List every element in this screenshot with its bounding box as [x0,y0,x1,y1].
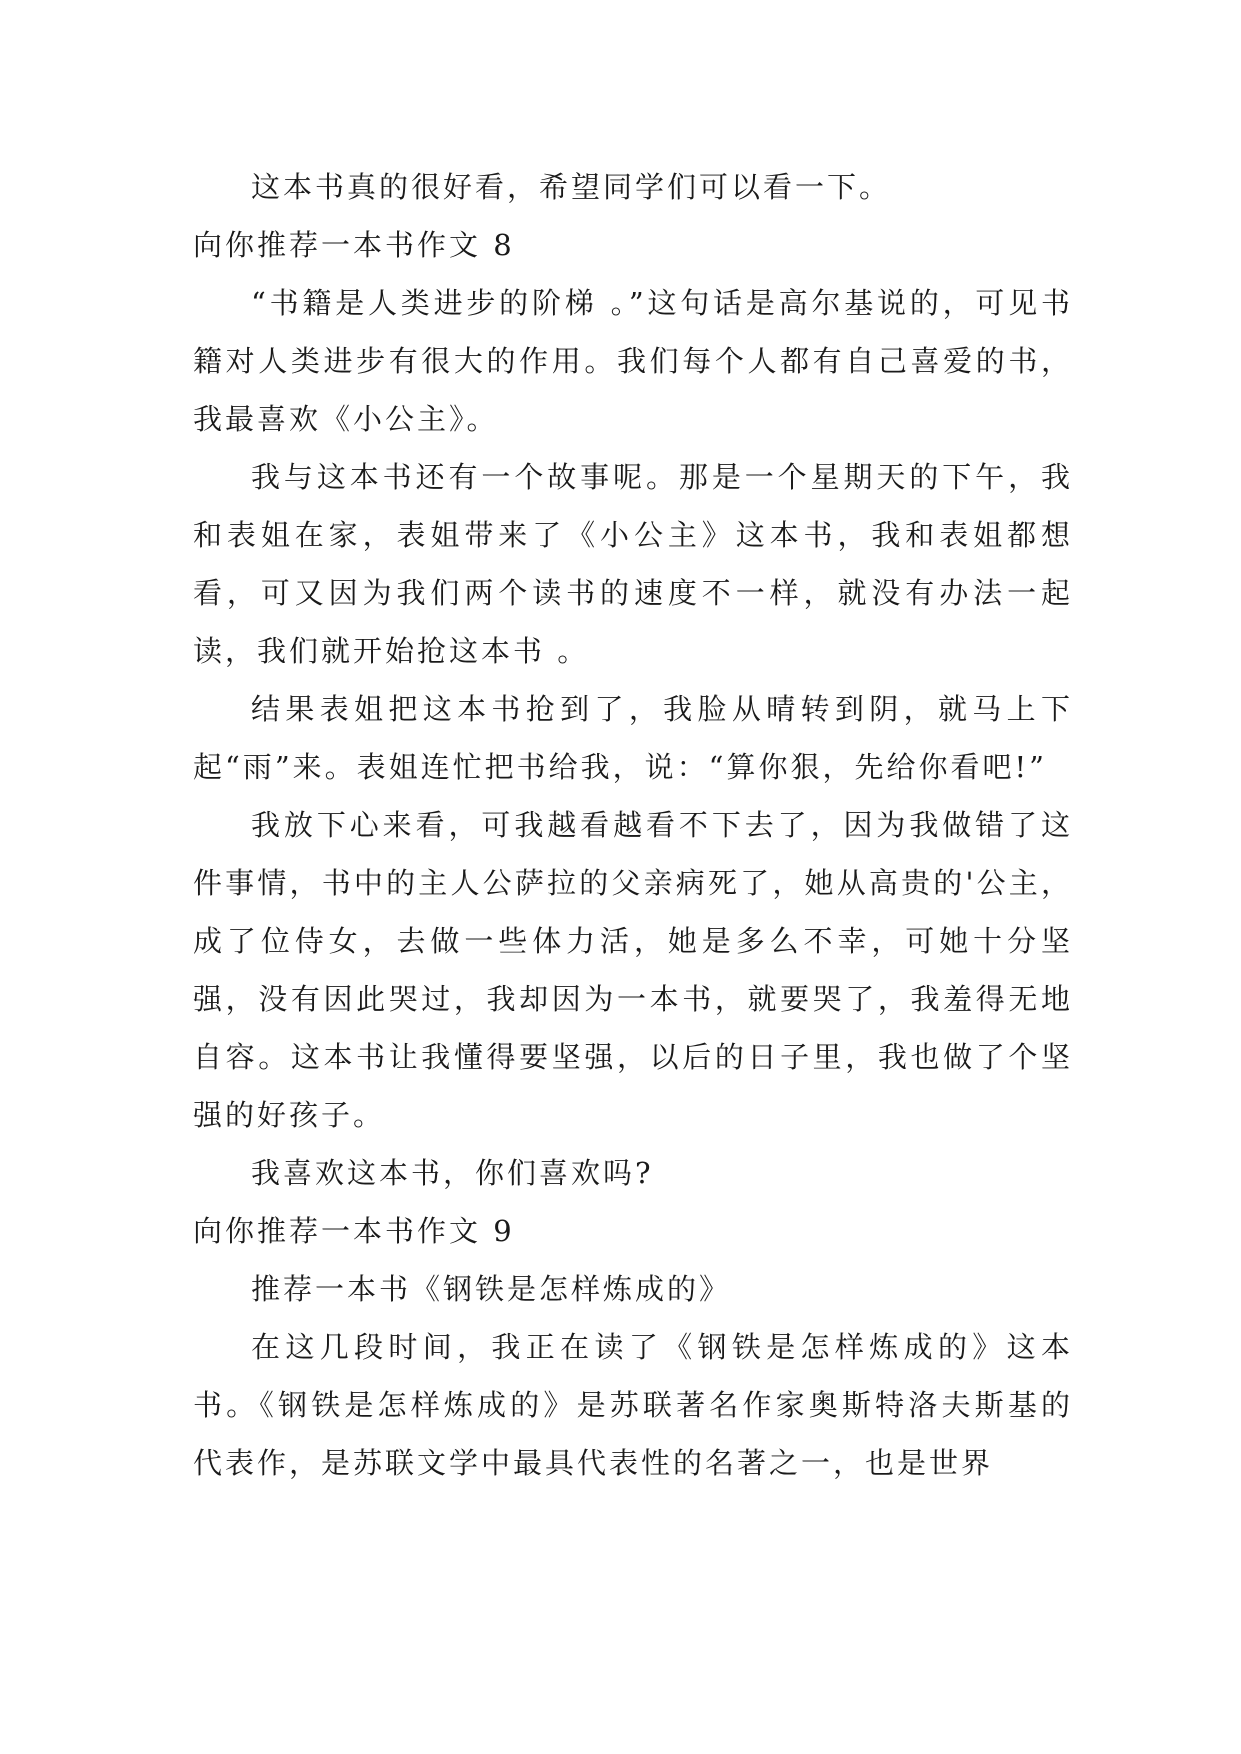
paragraph: 我与这本书还有一个故事呢。那是一个星期天的下午，我和表姐在家，表姐带来了《小公主》这本书，我和表姐都想看，可又因为我们两个读书的速度不一样，就没有办法一起读，我们就开始抢这本书 。 [193,460,1073,668]
paragraph: 我放下心来看，可我越看越看不下去了，因为我做错了这件事情，书中的主人公萨拉的父亲病死了，她从高贵的'公主，成了位侍女，去做一些体力活，她是多么不幸，可她十分坚强，没有因此哭过，我却因为一本书，就要哭了，我羞得无地自容。这本书让我懂得要坚强，以后的日子里，我也做了个坚强的好孩子。 [193,808,1073,1132]
paragraph: “书籍是人类进步的阶梯 。”这句话是高尔基说的，可见书籍对人类进步有很大的作用。我们每个人都有自己喜爱的书，我最喜欢《小公主》。 [193,286,1073,436]
paragraph: 我喜欢这本书，你们喜欢吗? [251,1156,654,1190]
paragraph: 这本书真的很好看，希望同学们可以看一下。 [251,170,892,204]
paragraph: 推荐一本书《钢铁是怎样炼成的》 [251,1272,732,1306]
section-heading: 向你推荐一本书作文 9 [193,1214,515,1248]
section-heading: 向你推荐一本书作文 8 [193,228,515,262]
document-body [193,158,1073,1492]
paragraph: 结果表姐把这本书抢到了，我脸从晴转到阴，就马上下起“雨”来。表姐连忙把书给我，说：“算你狠，先给你看吧!” [193,692,1073,784]
paragraph: 在这几段时间，我正在读了《钢铁是怎样炼成的》这本书。《钢铁是怎样炼成的》是苏联著名作家奥斯特洛夫斯基的代表作，是苏联文学中最具代表性的名著之一，也是世界 [193,1330,1073,1480]
